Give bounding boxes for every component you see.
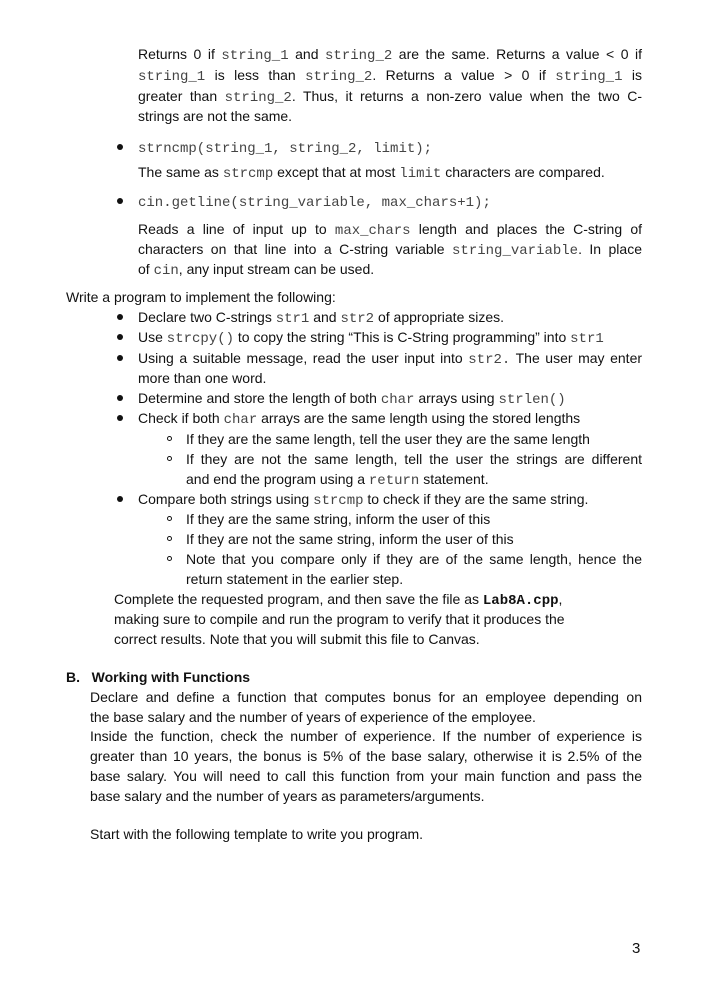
sub-bullet-note: Note that you compare only if they are of the same length, hence the (186, 551, 642, 567)
sub-bullet-icon (167, 436, 172, 441)
section-b-p2-line-1: Inside the function, check the number of experience. If the number of experience is (90, 728, 642, 744)
sub-bullet-different-length: If they are not the same length, tell the user the strings are different (186, 451, 642, 467)
section-b-p1-line-2: the base salary and the number of years of experience of the employee. (90, 709, 536, 725)
complete-line-1: Complete the requested program, and then save the file as Lab8A.cpp, (114, 591, 563, 609)
sub-bullet-icon (167, 516, 172, 521)
page-number: 3 (632, 940, 641, 957)
strcmp-returns-line-3: greater than string_2. Thus, it returns a non-zero value when the two C- (138, 88, 643, 106)
bullet-icon (117, 314, 123, 320)
sub-bullet-note-line-2: return statement in the earlier step. (186, 571, 404, 587)
task-bullet-read-input-line-2: more than one word. (138, 370, 267, 386)
strcmp-returns-line-1: Returns 0 if string_1 and string_2 are the same. Returns a value < 0 if (138, 46, 643, 64)
sub-bullet-icon (167, 556, 172, 561)
complete-line-3: correct results. Note that you will submit this file to Canvas. (114, 631, 480, 647)
sub-bullet-different-length-line-2: and end the program using a return statement. (186, 471, 489, 489)
section-b-heading: B. Working with Functions (66, 669, 251, 685)
bullet-icon (117, 415, 123, 421)
task-bullet-strlen: Determine and store the length of both char arrays using strlen() (138, 390, 566, 408)
bullet-icon (117, 334, 123, 340)
sub-bullet-icon (167, 456, 172, 461)
section-b-p2-line-4: base salary and the number of years as parameters/arguments. (90, 788, 485, 804)
section-b-p2-line-3: base salary. You will need to call this function from your main function and pass the (90, 768, 642, 784)
task-heading: Write a program to implement the following: (66, 289, 336, 305)
task-bullet-read-input: Using a suitable message, read the user input into str2. The user may enter (138, 350, 643, 368)
strcmp-returns-line-4: strings are not the same. (138, 108, 293, 124)
sub-bullet-same-length: If they are the same length, tell the user they are the same length (186, 431, 590, 447)
task-bullet-check-length: Check if both char arrays are the same length using the stored lengths (138, 410, 581, 428)
task-bullet-declare: Declare two C-strings str1 and str2 of appropriate sizes. (138, 309, 505, 327)
section-b-p2-line-2: greater than 10 years, the bonus is 5% of the base salary, otherwise it is 2.5% of the (90, 748, 642, 764)
sub-bullet-same-string: If they are the same string, inform the user of this (186, 511, 491, 527)
bullet-icon (117, 144, 123, 150)
task-bullet-strcpy: Use strcpy() to copy the string “This is C-String programming” into str1 (138, 329, 604, 347)
sub-bullet-not-same-string: If they are not the same string, inform the user of this (186, 531, 514, 547)
section-b-p1-line-1: Declare and define a function that computes bonus for an employee depending on (90, 689, 642, 705)
strncmp-signature: strncmp(string_1, string_2, limit); (138, 141, 433, 157)
strncmp-description: The same as strcmp except that at most limit characters are compared. (138, 164, 605, 182)
getline-signature: cin.getline(string_variable, max_chars+1); (138, 195, 491, 211)
bullet-icon (117, 198, 123, 204)
getline-desc-line-1: Reads a line of input up to max_chars length and places the C-string of (138, 221, 643, 239)
section-b-p3: Start with the following template to write you program. (90, 826, 424, 842)
task-bullet-strcmp: Compare both strings using strcmp to check if they are the same string. (138, 491, 589, 509)
getline-desc-line-3: of cin, any input stream can be used. (138, 261, 375, 279)
getline-desc-line-2: characters on that line into a C-string variable string_variable. In place (138, 241, 642, 259)
sub-bullet-icon (167, 536, 172, 541)
bullet-icon (117, 496, 123, 502)
bullet-icon (117, 355, 123, 361)
bullet-icon (117, 395, 123, 401)
complete-line-2: making sure to compile and run the program to verify that it produces the (114, 611, 565, 627)
strcmp-returns-line-2: string_1 is less than string_2. Returns a value > 0 if string_1 is (138, 67, 643, 85)
